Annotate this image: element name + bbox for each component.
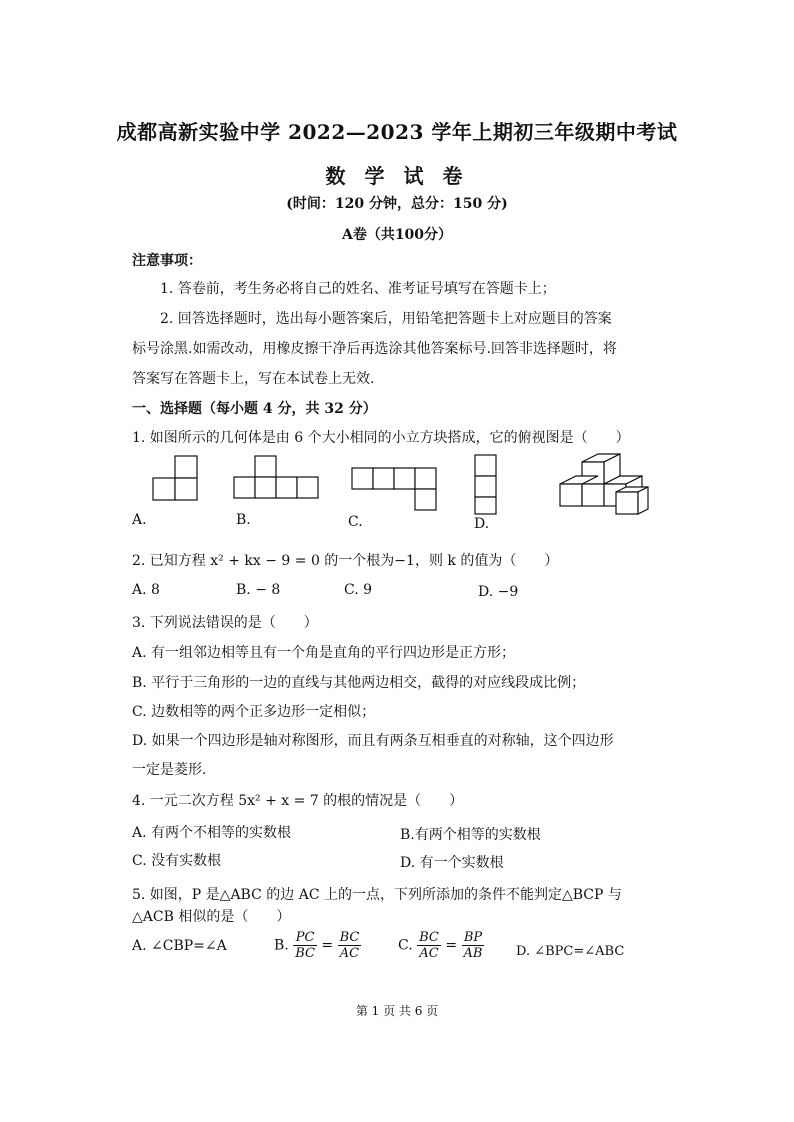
q5-option-c-equals: = [445,937,458,954]
q5-option-c-label: C. [398,937,413,954]
q5-option-b-equals: = [321,937,334,954]
q1-figures [130,450,650,525]
q5-option-c-fraction-1 [417,930,441,961]
q5-option-b [274,930,361,961]
q3-option-a: A. 有一组邻边相等且有一个角是直角的平行四边形是正方形； [132,645,516,661]
q5-option-b-den-2: AC [339,946,360,961]
q5-option-c-den-2: AB [463,946,483,961]
q1-option-b-figure [234,456,318,498]
q1-label-b: B. [236,512,251,528]
page-footer: 第 1 页 共 6 页 [355,1004,439,1018]
q2-option-b: B. − 8 [236,582,281,598]
q2-option-a: A. 8 [132,582,160,598]
q5-option-b-fraction-1 [293,930,317,961]
q5-option-d: D. ∠BPC=∠ABC [516,944,625,959]
notes-heading: 注意事项： [132,253,202,269]
q5-option-b-den-1: BC [295,946,315,961]
q5-option-b-fraction-2 [338,930,362,961]
q3-option-b: B. 平行于三角形的一边的直线与其他两边相交，截得的对应线段成比例； [132,675,586,691]
notes-item-2-line-1: 2. 回答选择题时，选出每小题答案后，用铅笔把答题卡上对应题目的答案 [160,311,612,327]
q5-stem-line-2: △ACB 相似的是（ ） [132,909,291,925]
q1-option-d-figure [475,455,496,514]
q3-option-d-line-1: D. 如果一个四边形是轴对称图形，而且有两条互相垂直的对称轴，这个四边形 [132,733,614,749]
exam-subtitle: 数 学 试 卷 [325,164,469,188]
exam-title: 成都高新实验中学 2022—2023 学年上期初三年级期中考试 [116,120,678,144]
q5-option-c-num-1: BC [419,930,439,945]
part1-heading: 一、选择题（每小题 4 分，共 32 分） [132,401,377,417]
q3-option-d-line-2: 一定是菱形. [132,762,207,778]
q1-label-d: D. [474,516,490,532]
notes-item-2-line-2: 标号涂黑.如需改动，用橡皮擦干净后再选涂其他答案标号.回答非选择题时，将 [132,341,617,357]
q4-option-b: B.有两个相等的实数根 [400,827,541,843]
q2-option-c: C. 9 [344,582,373,598]
q5-option-c-fraction-2 [462,930,485,961]
q5-option-c-den-1: AC [419,946,439,961]
q4-stem: 4. 一元二次方程 5x² + x = 7 的根的情况是（ ） [132,793,464,809]
q5-option-c-num-2: BP [462,930,485,946]
notes-item-2-line-3: 答案写在答题卡上，写在本试卷上无效. [132,371,375,387]
q2-option-d: D. −9 [478,584,519,600]
q1-label-c: C. [348,514,363,530]
q3-stem: 3. 下列说法错误的是（ ） [132,615,318,631]
q2-stem: 2. 已知方程 x² + kx − 9 = 0 的一个根为−1，则 k 的值为（ ） [132,553,559,569]
q5-stem-line-1: 5. 如图，P 是△ABC 的边 AC 上的一点，下列所添加的条件不能判定△BCP 与 [132,887,622,903]
notes-item-1: 1. 答卷前，考生务必将自己的姓名、准考证号填写在答题卡上； [160,281,556,297]
q1-option-a-figure [153,456,197,500]
q4-option-c: C. 没有实数根 [132,853,222,869]
q5-option-b-num-2: BC [339,930,360,945]
q4-option-a: A. 有两个不相等的实数根 [132,825,292,841]
q1-option-c-figure [352,468,436,510]
q5-option-a: A. ∠CBP=∠A [132,938,227,954]
q1-stem: 1. 如图所示的几何体是由 6 个大小相同的小立方块搭成，它的俯视图是（ ） [132,430,630,446]
section-a-heading: A卷（共100分） [341,227,453,243]
q1-label-a: A. [132,512,147,528]
q5-option-c [398,930,484,961]
q5-option-b-label: B. [274,937,289,954]
q1-solid-figure [560,454,648,514]
time-info: (时间：120 分钟，总分：150 分) [286,196,508,212]
q3-option-c: C. 边数相等的两个正多边形一定相似； [132,704,376,720]
q5-option-b-num-1: PC [293,930,317,946]
q4-option-d: D. 有一个实数根 [400,855,504,871]
